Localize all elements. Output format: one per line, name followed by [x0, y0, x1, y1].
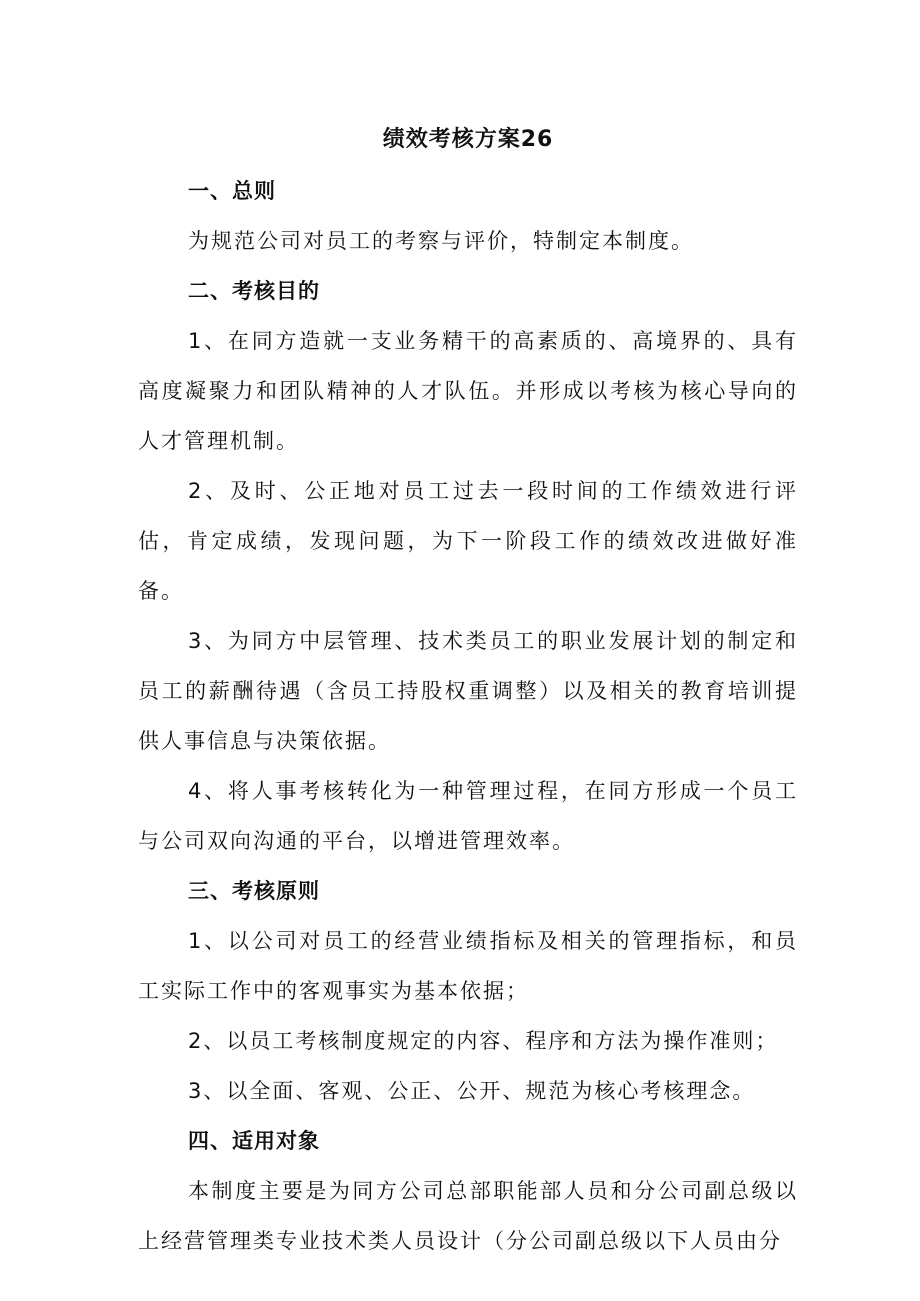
section-principles — [138, 866, 798, 1116]
document-body — [138, 118, 798, 1266]
section-heading: 一、总则 — [188, 179, 276, 203]
paragraph: 1、在同方造就一支业务精干的高素质的、高境界的、具有高度凝聚力和团队精神的人才队伍。并形成以考核为核心导向的人才管理机制。 — [138, 329, 798, 453]
section-scope — [138, 1116, 798, 1266]
paragraph: 1、以公司对员工的经营业绩指标及相关的管理指标，和员工实际工作中的客观事实为基本依据； — [138, 929, 798, 1003]
paragraph: 3、以全面、客观、公正、公开、规范为核心考核理念。 — [188, 1079, 756, 1103]
section-heading: 二、考核目的 — [188, 279, 320, 303]
paragraph: 2、以员工考核制度规定的内容、程序和方法为操作准则； — [188, 1029, 779, 1053]
paragraph: 2、及时、公正地对员工过去一段时间的工作绩效进行评估，肯定成绩，发现问题，为下一阶段工作的绩效改进做好准备。 — [138, 479, 798, 603]
section-general — [138, 166, 798, 266]
paragraph: 4、将人事考核转化为一种管理过程，在同方形成一个员工与公司双向沟通的平台，以增进管理效率。 — [138, 779, 798, 853]
section-heading: 四、适用对象 — [188, 1129, 320, 1153]
section-heading: 三、考核原则 — [188, 879, 320, 903]
document-title: 绩效考核方案26 — [382, 127, 554, 152]
paragraph: 本制度主要是为同方公司总部职能部人员和分公司副总级以上经营管理类专业技术类人员设计（分公司副总级以下人员由分 — [138, 1179, 798, 1253]
paragraph: 3、为同方中层管理、技术类员工的职业发展计划的制定和员工的薪酬待遇（含员工持股权重调整）以及相关的教育培训提供人事信息与决策依据。 — [138, 629, 798, 753]
paragraph: 为规范公司对员工的考察与评价，特制定本制度。 — [188, 229, 694, 253]
section-purpose — [138, 266, 798, 866]
